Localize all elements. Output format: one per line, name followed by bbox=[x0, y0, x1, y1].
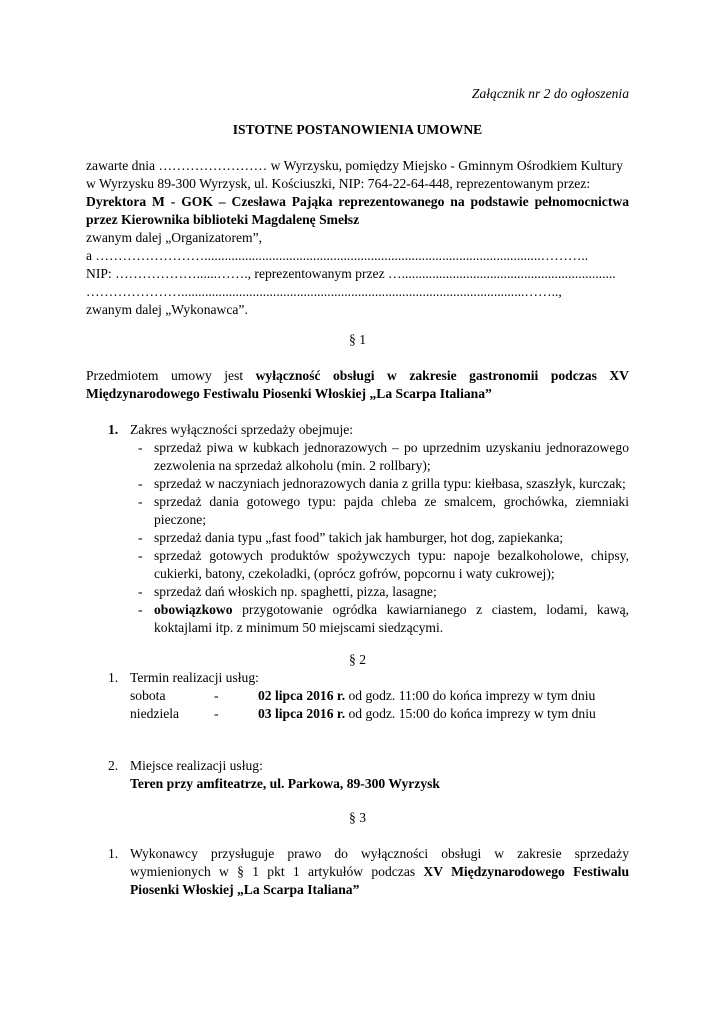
schedule-when bbox=[258, 705, 596, 723]
list-item-text: sprzedaż dania gotowego typu: pajda chleba ze smalcem, grochówka, ziemniaki pieczone; bbox=[154, 494, 629, 527]
dash-marker: - bbox=[138, 440, 143, 455]
section-2-item-2-text: Miejsce realizacji usług: bbox=[130, 758, 263, 773]
document-title: ISTOTNE POSTANOWIENIA UMOWNE bbox=[232, 122, 483, 137]
section-2-item-2-number: 2. bbox=[108, 758, 119, 773]
section-3-event-name: XV Międzynarodowego Festiwalu Piosenki Włoskiej „La Scarpa Italiana” bbox=[130, 864, 630, 897]
parties-block bbox=[86, 157, 629, 319]
attachment-label: Załącznik nr 2 do ogłoszenia bbox=[471, 86, 629, 101]
list-item-text: przygotowanie ogródka kawiarnianego z ciastem, lodami, kawą, koktajlami itp. z minimum 50 miejscami siedzącymi. bbox=[154, 602, 629, 635]
list-item bbox=[138, 475, 629, 493]
section-3-item-prefix: Wykonawcy przysługuje prawo do wyłączności obsługi w zakresie sprzedaży wymienionych w § 1 pkt 1 artykułów podczas bbox=[130, 846, 629, 879]
section-3-item-number: 1. bbox=[108, 846, 119, 861]
list-item bbox=[138, 529, 629, 547]
schedule-day: sobota bbox=[130, 688, 166, 703]
schedule-table bbox=[86, 687, 629, 723]
section-2-heading: § 2 bbox=[349, 652, 366, 667]
section-3-heading: § 3 bbox=[349, 810, 366, 825]
schedule-row bbox=[86, 687, 629, 705]
section-1-heading: § 1 bbox=[349, 332, 366, 347]
contractor-alias: zwanym dalej „Wykonawca”. bbox=[86, 302, 248, 317]
list-item-text: sprzedaż dania typu „fast food” takich jak hamburger, hot dog, zapiekanka; bbox=[154, 530, 564, 545]
organizer-alias: zwanym dalej „Organizatorem”, bbox=[86, 230, 263, 245]
section-1-item-number: 1. bbox=[108, 422, 119, 437]
schedule-dash: - bbox=[214, 706, 219, 721]
dash-marker: - bbox=[138, 602, 143, 617]
list-item bbox=[138, 439, 629, 475]
schedule-dash: - bbox=[214, 688, 219, 703]
section-1-intro-prefix: Przedmiotem umowy jest bbox=[86, 368, 256, 383]
list-item-emphasis: obowiązkowo bbox=[154, 602, 233, 617]
list-item-text: sprzedaż piwa w kubkach jednorazowych – po uprzednim uzyskaniu jednorazowego zezwolenia na sprzedaż alkoholu (min. 2 rollbary); bbox=[154, 440, 629, 473]
schedule-date: 02 lipca 2016 r. bbox=[258, 688, 346, 703]
list-item-text: sprzedaż w naczyniach jednorazowych dania z grilla typu: kiełbasa, szaszłyk, kurczak; bbox=[154, 476, 626, 491]
list-item-text: sprzedaż gotowych produktów spożywczych typu: napoje bezalkoholowe, chipsy, cukierki, batony, czekoladki, (oprócz gofrów, popcornu i waty cukrowej); bbox=[154, 548, 629, 581]
schedule-date: 03 lipca 2016 r. bbox=[258, 706, 346, 721]
contractor-name-line: a ……………………...................................................................................................……….. bbox=[86, 248, 589, 263]
schedule-day: niedziela bbox=[130, 706, 180, 721]
contract-date-line: zawarte dnia …………………… w Wyrzysku, pomiędzy Miejsko - Gminnym Ośrodkiem Kultury bbox=[86, 158, 623, 173]
dash-marker: - bbox=[138, 530, 143, 545]
sales-scope-list bbox=[138, 439, 629, 637]
section-3-item-text bbox=[130, 845, 629, 899]
list-item-text: sprzedaż dań włoskich np. spaghetti, pizza, lasagne; bbox=[154, 584, 437, 599]
list-item bbox=[138, 493, 629, 529]
list-item bbox=[138, 547, 629, 583]
list-item bbox=[138, 601, 629, 637]
schedule-hours: od godz. 15:00 do końca imprezy w tym dniu bbox=[345, 706, 596, 721]
schedule-row bbox=[86, 705, 629, 723]
contractor-representative-line: ………………….....................................................................................................…….., bbox=[86, 284, 562, 299]
section-2-item-1-number: 1. bbox=[108, 670, 119, 685]
contractor-nip-line: NIP: ………………......……., reprezentowanym przez …............................................................... bbox=[86, 266, 616, 281]
schedule-when bbox=[258, 687, 595, 705]
organizer-address-line: w Wyrzysku 89-300 Wyrzysk, ul. Kościuszki, NIP: 764-22-64-448, reprezentowanym przez: bbox=[86, 176, 591, 191]
section-1-intro-subject: wyłączność obsługi w zakresie gastronomii podczas XV Międzynarodowego Festiwalu Piosenki Włoskiej „La Scarpa Italiana” bbox=[86, 368, 629, 401]
dash-marker: - bbox=[138, 494, 143, 509]
dash-marker: - bbox=[138, 584, 143, 599]
list-item bbox=[138, 583, 629, 601]
dash-marker: - bbox=[138, 548, 143, 563]
dash-marker: - bbox=[138, 476, 143, 491]
section-2-item-1-text: Termin realizacji usług: bbox=[130, 670, 259, 685]
section-1-item-text: Zakres wyłączności sprzedaży obejmuje: bbox=[130, 422, 354, 437]
representative-line: Dyrektora M - GOK – Czesława Pająka reprezentowanego na podstawie pełnomocnictwa przez Kierownika biblioteki Magdalenę Smełsz bbox=[86, 194, 629, 227]
schedule-hours: od godz. 11:00 do końca imprezy w tym dniu bbox=[345, 688, 596, 703]
event-location: Teren przy amfiteatrze, ul. Parkowa, 89-300 Wyrzysk bbox=[130, 776, 440, 791]
section-1-intro bbox=[86, 367, 629, 403]
